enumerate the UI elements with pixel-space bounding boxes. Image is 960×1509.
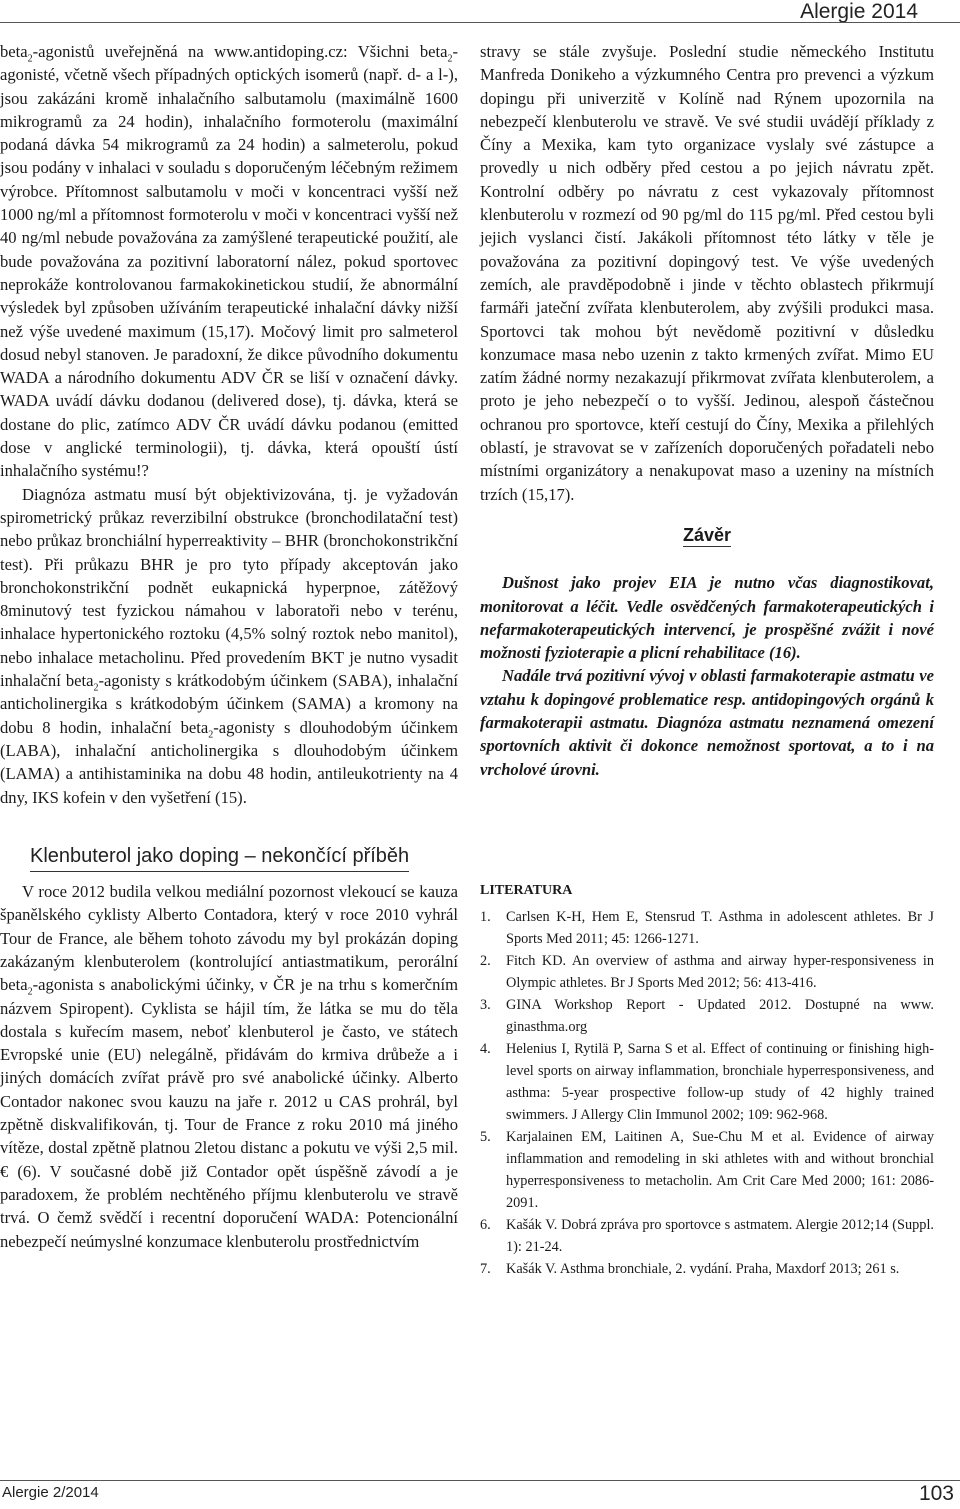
left-column <box>0 40 458 1253</box>
references-list <box>480 906 934 1280</box>
footer-issue: Alergie 2/2014 <box>2 1484 99 1501</box>
reference-text: Helenius I, Rytilä P, Sarna S et al. Effect of continuing or finishing high-level sports on airway inflammation, bronchiale hyperresponsiveness, and asthma: 5-year prospective follow-up study of 42 highly trained swimmers. J Allergy Clin Immunol 2002; 109: 962-968. <box>506 1041 934 1124</box>
reference-item <box>480 950 934 994</box>
reference-number: 7. <box>480 1261 491 1278</box>
reference-item <box>480 1038 934 1126</box>
reference-text: Fitch KD. An overview of asthma and airway hyper-responsiveness in Olympic athletes. Br J Sports Med 2012; 56: 413-416. <box>506 953 934 992</box>
reference-number: 1. <box>480 909 491 926</box>
reference-text: Carlsen K-H, Hem E, Stensrud T. Asthma in adolescent athletes. Br J Sports Med 2011; 45: 1266-1271. <box>506 909 934 948</box>
reference-number: 2. <box>480 953 491 970</box>
reference-number: 5. <box>480 1129 491 1146</box>
reference-text: Kašák V. Dobrá zpráva pro sportovce s astmatem. Alergie 2012;14 (Suppl. 1): 21-24. <box>506 1217 934 1256</box>
reference-item <box>480 1126 934 1214</box>
paragraph-diagnosis: Diagnóza astmatu musí být objektivizována, tj. je vyžadován spirometrický průkaz reverzibilní obstrukce (bronchodilatační test) nebo průkaz bronchiální hyperreaktivity – BHR (bronchokonstrikční test). Při průkazu BHR je pro tyto případy akceptován jako bronchokonstrikční podnět eukapnická hyperpnoe, zátěžový 8minutový test fyzickou námahou v laboratoři nebo v terénu, inhalace hypertonického roztoku (4,5% solný roztok nebo manitol), nebo inhalace metacholinu. Před provedením BKT je nutno vysadit inhalační beta$_2$-agonisty s krátkodobým účinkem (SABA), inhalační anticholinergika s krátkodobým účinkem (SAMA) a kromony na dobu 8 hodin, inhalační beta$_2$-agonisty s dlouhodobým účinkem (LABA), inhalační anticholinergika s dlouhodobým účinkem (LAMA) a antihistaminika na dobu 48 hodin, antileukotrienty na 4 dny, IKS kofein v den vyšetření (15). <box>0 484 458 807</box>
reference-text: Karjalainen EM, Laitinen A, Sue-Chu M et al. Evidence of airway inflammation and remodeling in ski athletes with and without bronchial hyperresponsiveness to metacholin. Am Crit Care Med 2000; 161: 2086-2091. <box>506 1129 934 1212</box>
section-heading-clenbuterol: Klenbuterol jako doping – nekončící příběh <box>30 845 409 872</box>
reference-number: 6. <box>480 1217 491 1234</box>
journal-header-title: Alergie 2014 <box>800 0 918 23</box>
right-column <box>480 40 934 1280</box>
reference-item <box>480 1258 934 1280</box>
paragraph-beta-agonists: beta$_2$-agonistů uveřejněná na www.antidoping.cz: Všichni beta$_2$-agonisté, včetně všech případných optických isomerů (např. d- a l-), jsou zakázáni kromě inhalačního salbutamolu (maximálně 1600 mikrogramů za 24 hodin), inhalačního formoterolu (maximální podaná dávka 54 mikrogramů za 24 hodin) a salmeterolu, pokud jsou podány v inhalaci v souladu s doporučeným léčebným režimem výrobce. Přítomnost salbutamolu v moči v koncentraci vyšší než 1000 ng/ml a přítomnost formoterolu v moči v koncentraci vyšší než 40 ng/ml nebude považována za zamýšlené terapeutické použití, ale bude považována za pozitivní laboratorní nález, pokud sportovec neprokáže kontrolovanou farmakokinetickou studií, že abnormální výsledek byl způsoben užíváním terapeutické inhalační dávky nižší než výše uvedené maximum (15,17). Močový limit pro salmeterol dosud nebyl stanoven. Je paradoxní, že dikce původního dokumentu WADA a národního dokumentu ADV ČR se liší v označení dávky. WADA uvádí dávku dodanou (delivered dose), tj. dávka, která se dostane do plic, zatímco ADV ČR uvádí dávku podanou (emitted dose v anglické terminologii), tj. dávka, která opouští ústí inhalačního systému!? <box>0 42 458 481</box>
paragraph-clenbuterol-food: stravy se stále zvyšuje. Poslední studie německého Institutu Manfreda Donikeho a výzkumného Centra pro prevenci a výzkum dopingu při univerzitě v Kolíně nad Rýnem upozornila na nebezpečí klenbuterolu ve stravě. Ve své studii uvádějí příklady z Číny a Mexika, kam tyto organizace vyslaly své zástupce a provedly u nich odběry před cestou a po jejich návratu zpět. Kontrolní odběry po návratu z cest vykazovaly přítomnost klenbuterolu v rozmezí od 90 pg/ml do 115 pg/ml. Před cestou byli jejich vyslanci čistí. Jakákoli přítomnost této látky v těle je považována za pozitivní dopingový test. Ve výše uvedených zemích, ale pravděpodobně i jinde v těchto oblastech přikrmují farmáři jateční zvířata klenbuterolem, aby zvýšili produkci masa. Sportovci tak mohou být nevědomě pozitivní v důsledku konzumace masa nebo uzenin z takto krmených zvířat. Mimo EU zatím žádné normy nezakazují přikrmovat zvířata klenbuterolem, a proto je jeho nebezpečí o to vyšší. Jedinou, alespoň částečnou ochranou pro sportovce, kteří cestují do Číny, Mexika a přilehlých oblastí, je stravovat se v zařízeních doporučených pořadateli nebo místními organizátory a nenakupovat maso a uzeniny na místních trzích (15,17). <box>480 42 934 504</box>
conclusion-paragraph-2: Nadále trvá pozitivní vývoj v oblasti farmakoterapie astmatu ve vztahu k dopingové problematice resp. antidopingových orgánů k farmakoterapii astmatu. Diagnóza astmatu neznamená omezení sportovních aktivit či dokonce nemožnost sportovat, a to i na vrcholové úrovni. <box>480 666 934 779</box>
header-divider <box>0 22 960 23</box>
reference-text: GINA Workshop Report - Updated 2012. Dostupné na www. ginasthma.org <box>506 997 934 1036</box>
reference-number: 4. <box>480 1041 491 1058</box>
paragraph-contador: V roce 2012 budila velkou mediální pozornost vlekoucí se kauza španělského cyklisty Alberto Contadora, který v roce 2010 vyhrál Tour de France, ale během tohoto závodu my byl prokázán doping zakázaným klenbuterolem (kontrolující antiastmatikum, perorální beta$_2$-agonista s anabolickými účinky, v ČR je na trhu s komerčním názvem Spiropent). Cyklista se hájil tím, že látka se mu do těla dostala s kuřecím masem, neboť klenbuterol je často, ve státech Evropské unie (EU) nelegálně, přidávám do krmiva drůbeže a i jiných domácích zvířat právě pro své anabolické účinky. Alberto Contador nakonec svou kauzu na jaře r. 2012 u CAS prohrál, byl zpětně diskvalifikován, tj. Tour de France z roku 2010 má jiného vítěze, dostal zpětně platnou 2letou distanc a pokutu ve výši 2,5 mil. € (6). V současné době již Contador opět úspěšně závodí a je paradoxem, že problém nechtěného příjmu klenbuterolu ve stravě trvá. O čemž svědčí i recentní doporučení WADA: Potencionální nebezpečí neúmyslné konzumace klenbuterolu prostřednictvím <box>0 882 458 1251</box>
references-title: LITERATURA <box>480 882 573 898</box>
conclusion-paragraph-1: Dušnost jako projev EIA je nutno včas diagnostikovat, monitorovat a léčit. Vedle osvědčených farmakoterapeutických i nefarmakoterapeutických intervencí, je prospěšné zvážit i nové možnosti fyzioterapie a plicní rehabilitace (16). <box>480 573 934 663</box>
conclusion-block <box>480 571 934 781</box>
reference-item <box>480 994 934 1038</box>
page-number: 103 <box>918 1482 954 1505</box>
conclusion-heading: Závěr <box>682 524 732 545</box>
footer-divider <box>0 1480 960 1481</box>
reference-text: Kašák V. Asthma bronchiale, 2. vydání. Praha, Maxdorf 2013; 261 s. <box>506 1261 900 1278</box>
reference-item <box>480 906 934 950</box>
reference-item <box>480 1214 934 1258</box>
reference-number: 3. <box>480 997 491 1014</box>
